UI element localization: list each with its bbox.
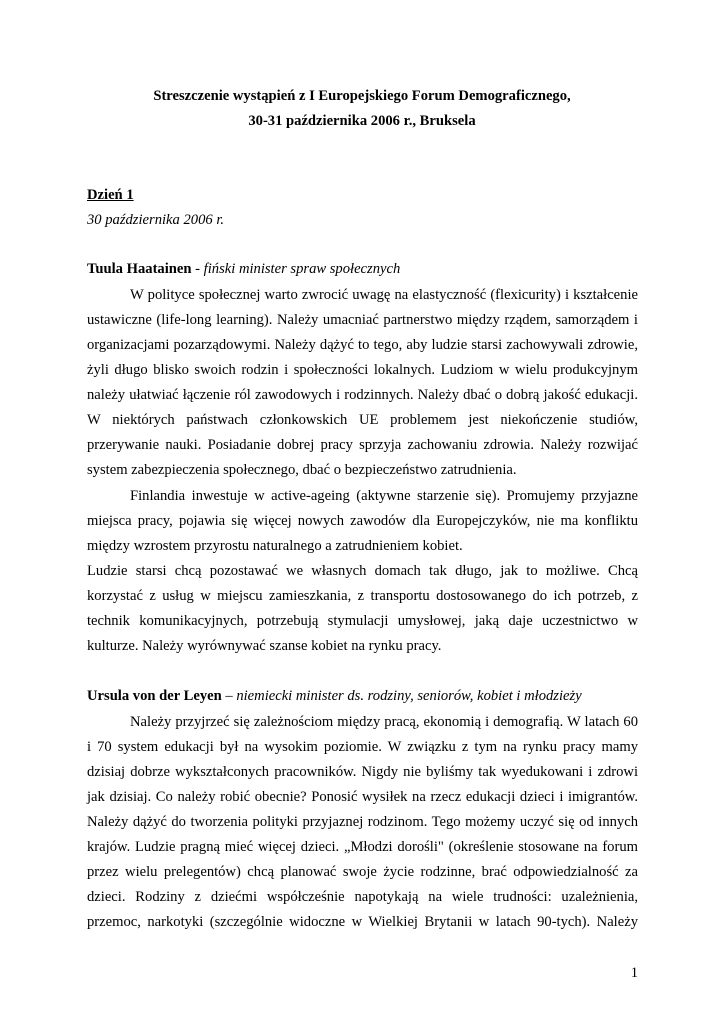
speaker-name: Ursula von der Leyen [87, 688, 222, 704]
paragraph-line: przemoc, narkotyki (szczególnie widoczne w Wielkiej Brytanii w latach 90-tych). Należy [87, 914, 638, 930]
paragraph-line: należy ułatwiać łączenie ról zawodowych i rodzinnych. Należy dbać o dobrą jakość edukacji. [87, 387, 638, 403]
paragraph-line: i 70 system edukacji był na wysokim poziomie. W związku z tym na rynku pracy mamy [87, 739, 638, 755]
paragraph-line: Ludzie starsi chcą pozostawać we własnych domach tak długo, jak to możliwe. Chcą [87, 563, 638, 579]
speaker-name: Tuula Haatainen [87, 261, 192, 277]
paragraph-line: korzystać z usług w miejscu zamieszkania, z transportu dostosowanego do ich potrzeb, z [87, 588, 638, 604]
speaker-role: niemiecki minister ds. rodziny, seniorów, kobiet i młodzieży [236, 688, 582, 704]
paragraph-line: organizacjami pozarządowymi. Należy dążyć to tego, aby ludzie starsi zachowywali zdrowie, [87, 337, 638, 353]
paragraph-line: W polityce społecznej warto zwrocić uwagę na elastyczność (flexicurity) i kształcenie [130, 287, 638, 303]
paragraph-line: miejsca pracy, pojawia się więcej nowych zawodów dla Europejczyków, nie ma konfliktu [87, 513, 638, 529]
paragraph-line: technik komunikacyjnych, potrzebują stymulacji umysłowej, jaką daje uczestnictwo w [87, 613, 638, 629]
paragraph-line: przez wielu prelegentów) chcą planować swoje życie rodzinne, brać odpowiedzialność za [87, 864, 638, 880]
paragraph-line: kulturze. Należy wyrównywać szanse kobiet na rynku pracy. [87, 638, 442, 654]
paragraph-line: ustawiczne (life-long learning). Należy umacniać partnerstwo między rządem, samorządem i [87, 312, 638, 328]
page-number: 1 [630, 965, 638, 981]
paragraph-line: między wzrostem przyrostu naturalnego a zatrudnieniem kobiet. [87, 538, 463, 554]
paragraph-line: dzieci. Rodziny z dziećmi współcześnie napotykają na wiele trudności: uzależnienia, [87, 889, 638, 905]
paragraph-line: przerywanie nauki. Posiadanie dobrej pracy sprzyja zachowaniu zdrowia. Należy rozwijać [87, 437, 638, 453]
paragraph-line: Finlandia inwestuje w active-ageing (aktywne starzenie się). Promujemy przyjazne [130, 488, 638, 504]
paragraph-line: Należy dążyć do tworzenia polityki przyjaznej rodzinom. Tego możemy uczyć się od innych [87, 814, 638, 830]
speaker-separator: – [221, 688, 237, 704]
document-title-line-2: 30-31 października 2006 r., Bruksela [248, 113, 476, 129]
speaker-role: fiński minister spraw społecznych [203, 261, 401, 277]
document-title-line-1: Streszczenie wystąpień z I Europejskiego Forum Demograficznego, [153, 88, 571, 104]
paragraph-line: krajów. Ludzie pragną mieć więcej dzieci. „Młodzi dorośli" (określenie stosowane na forum [87, 839, 638, 855]
day-heading: Dzień 1 [87, 187, 134, 203]
speaker-separator: - [191, 261, 204, 277]
paragraph-line: Należy przyjrzeć się zależnościom między pracą, ekonomią i demografią. W latach 60 [130, 714, 638, 730]
speaker-heading [87, 684, 582, 708]
paragraph-line: dzisiaj dobrze wykształconych pracowników. Nigdy nie byliśmy tak wyedukowani i zdrowi [87, 764, 638, 780]
speaker-heading [87, 257, 400, 281]
paragraph-line: system zabezpieczenia społecznego, dbać o bezpieczeństwo zatrudnienia. [87, 462, 517, 478]
paragraph-line: żyli długo blisko swoich rodzin i społeczności lokalnych. Ludziom w wielu produkcyjnym [87, 362, 638, 378]
day-date: 30 października 2006 r. [87, 212, 225, 228]
paragraph-line: W niektórych państwach członkowskich UE problemem jest niekończenie studiów, [87, 412, 638, 428]
paragraph-line: jak dzisiaj. Co należy robić obecnie? Ponosić wysiłek na rzecz edukacji dzieci i imigrantów. [87, 789, 638, 805]
